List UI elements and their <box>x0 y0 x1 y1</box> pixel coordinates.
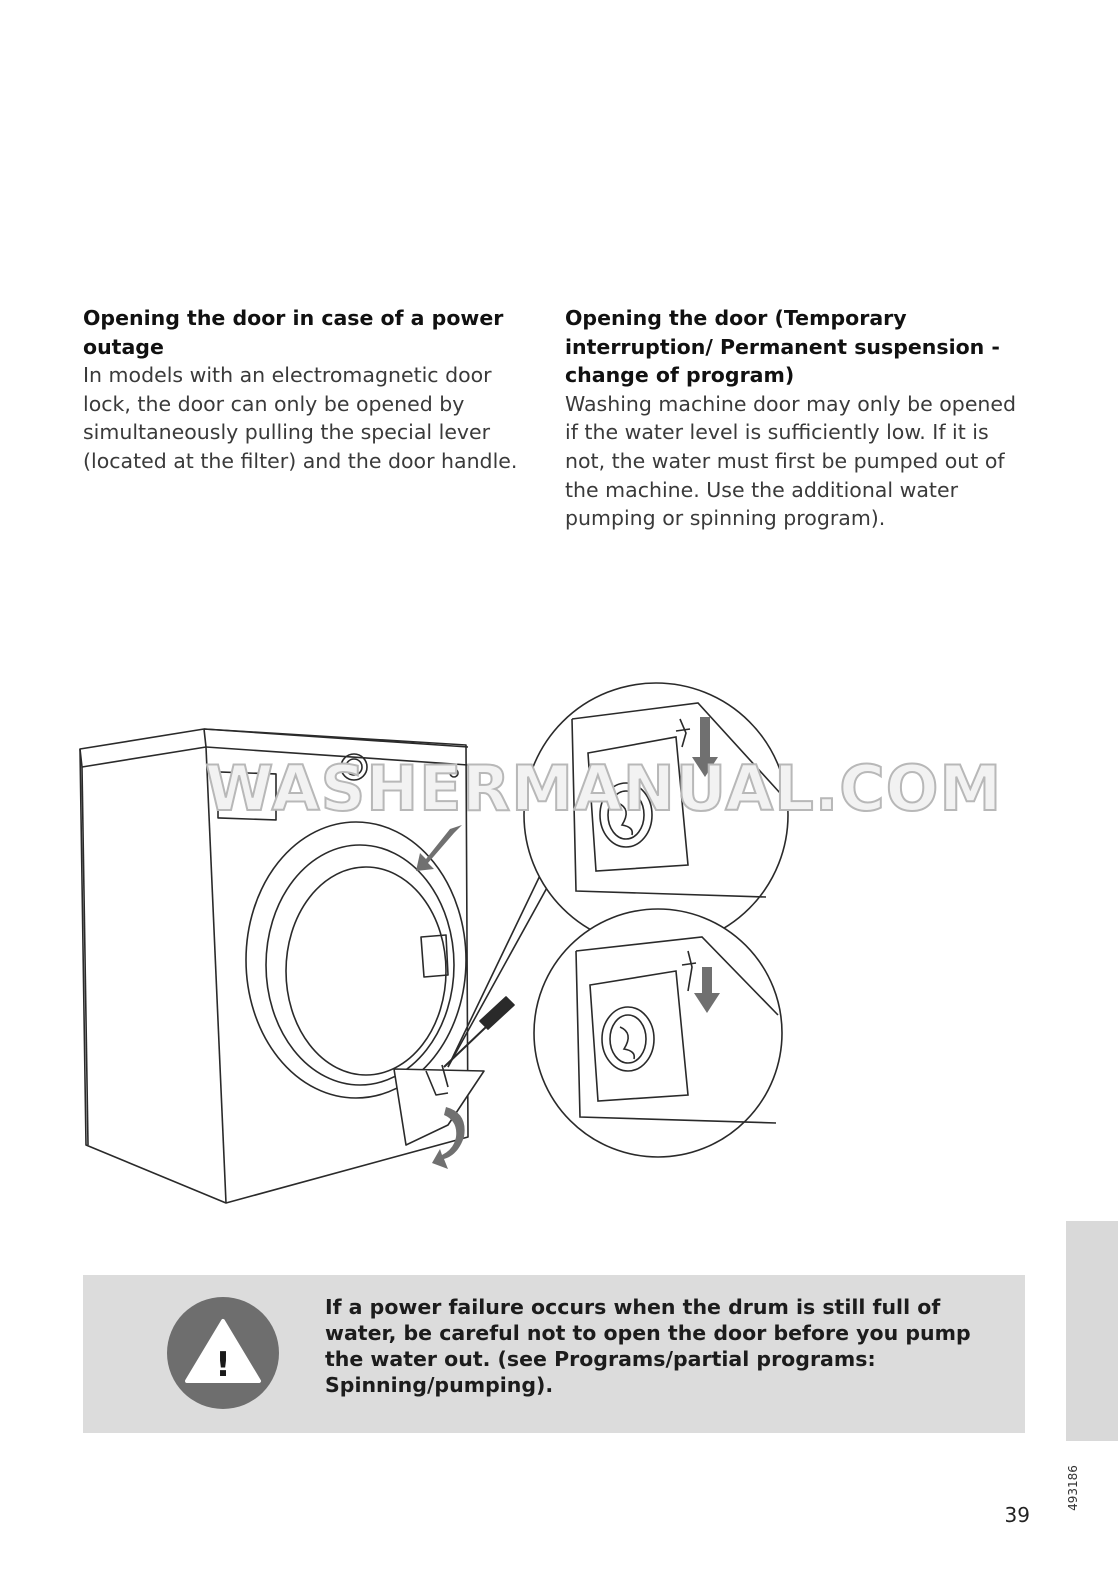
right-section-body: Washing machine door may only be opened if the water level is sufficiently low. If it is not, the water must first be pumped out of the machine. Use the additional water pumping or spinning program). <box>565 391 1017 531</box>
warning-text: If a power failure occurs when the drum is still full of water, be careful not to open the door before you pump the water out. (see Programs/partial programs: Spinning/pumping). <box>325 1295 971 1397</box>
warning-box <box>83 1275 1025 1433</box>
page-number: 39 <box>1004 1503 1030 1527</box>
right-section-heading: Opening the door (Temporary interruption/ Permanent suspension - change of program) <box>565 306 1000 388</box>
document-code: 493186 <box>1066 1465 1080 1511</box>
warning-icon <box>167 1297 279 1409</box>
side-tab <box>1066 1221 1118 1441</box>
watermark: WASHERMANUAL.COM <box>205 752 1003 825</box>
right-section <box>565 304 1035 533</box>
warning-symbol: ! <box>215 1345 231 1385</box>
left-section-heading: Opening the door in case of a power outage <box>83 306 504 359</box>
left-section-body: In models with an electromagnetic door lock, the door can only be opened by simultaneously pulling the special lever (located at the filter) and the door handle. <box>83 363 518 473</box>
left-section <box>83 304 533 476</box>
